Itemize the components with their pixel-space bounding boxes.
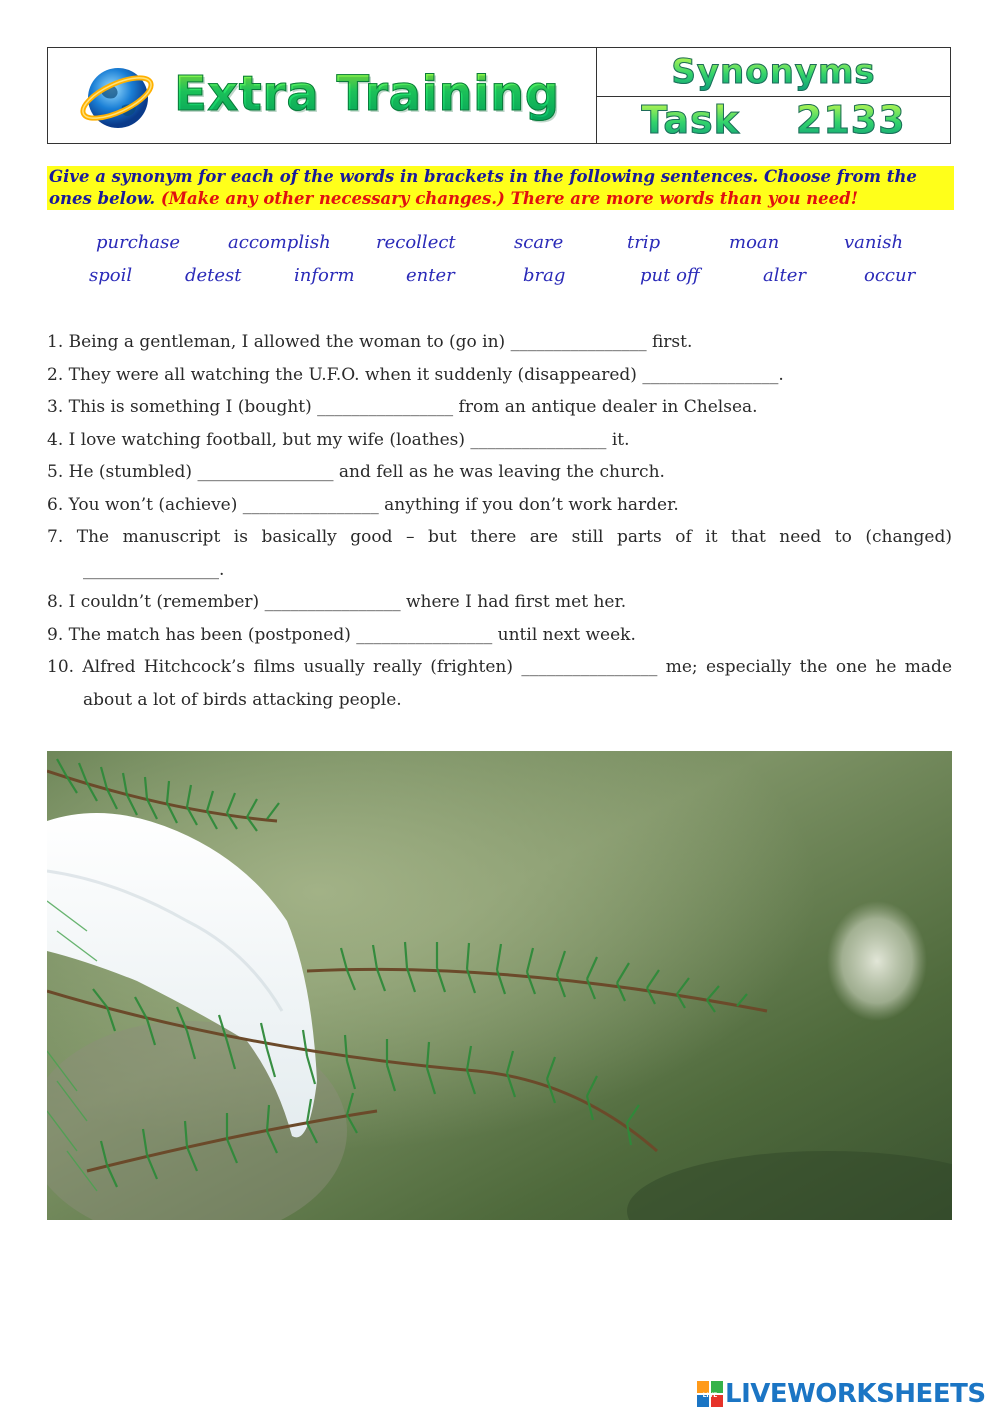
question-4: 4. I love watching football, but my wife (loathes) ________________ it. [47, 429, 630, 450]
question-7: 7. The manuscript is basically good – but there are still parts of it that need to (changed) [47, 527, 952, 547]
question-list [47, 326, 952, 716]
word-bank [47, 228, 954, 294]
word-bank-item: moan [729, 232, 780, 253]
logo-badge-text: LIVE [702, 1392, 718, 1399]
header-title-cell [48, 48, 597, 143]
word-bank-item: recollect [376, 232, 456, 253]
worksheet-title: Extra Training [174, 66, 560, 122]
question-5: 5. He (stumbled) ________________ and fell as he was leaving the church. [47, 462, 665, 482]
question-2: 2. They were all watching the U.F.O. when it suddenly (disappeared) ________________. [47, 364, 784, 385]
word-bank-item: trip [627, 232, 661, 253]
word-bank-item: vanish [844, 232, 904, 253]
word-bank-item: brag [523, 265, 566, 286]
word-bank-row-1 [47, 228, 954, 261]
globe-icon [78, 62, 156, 132]
word-bank-item: accomplish [228, 232, 331, 253]
word-bank-item: scare [514, 232, 564, 253]
word-bank-item: spoil [89, 265, 133, 286]
task-label: Task [641, 98, 740, 142]
liveworksheets-icon [697, 1381, 725, 1407]
question-10-continued: about a lot of birds attacking people. [83, 689, 402, 710]
question-8: 8. I couldn’t (remember) ________________ where I had first met her. [47, 592, 627, 612]
logo-text: LIVEWORKSHEETS [725, 1379, 986, 1409]
fir-branch-photo [47, 751, 952, 1220]
instructions-main: Give a synonym for each of the words in brackets in the following sentences. Choose from the ones below. [49, 167, 917, 208]
word-bank-item: purchase [96, 232, 181, 253]
word-bank-item: enter [406, 265, 455, 286]
word-bank-row-2 [47, 261, 954, 294]
question-9: 9. The match has been (postponed) ________________ until next week. [47, 624, 636, 645]
instructions-box [47, 166, 954, 210]
topic-label: Synonyms [671, 52, 876, 92]
question-1: 1. Being a gentleman, I allowed the woman to (go in) ________________ first. [47, 332, 693, 352]
question-10: 10. Alfred Hitchcock’s films usually really (frighten) ________________ me; especially the one he made [47, 657, 952, 677]
word-bank-item: detest [185, 265, 242, 286]
liveworksheets-logo [697, 1377, 986, 1411]
word-bank-item: alter [763, 265, 806, 286]
header-info-cell [597, 48, 950, 143]
task-number: 2133 [795, 98, 906, 142]
word-bank-item: put off [640, 265, 700, 286]
question-3: 3. This is something I (bought) ________________ from an antique dealer in Chelsea. [47, 397, 758, 417]
word-bank-item: inform [294, 265, 355, 286]
word-bank-item: occur [864, 265, 916, 286]
question-7-continued: ________________. [83, 559, 225, 580]
topic-cell [597, 48, 950, 97]
worksheet-header [47, 47, 951, 144]
task-cell [597, 97, 950, 143]
question-6: 6. You won’t (achieve) ________________ anything if you don’t work harder. [47, 494, 679, 515]
instructions-note: (Make any other necessary changes.) There are more words than you need! [160, 189, 858, 208]
